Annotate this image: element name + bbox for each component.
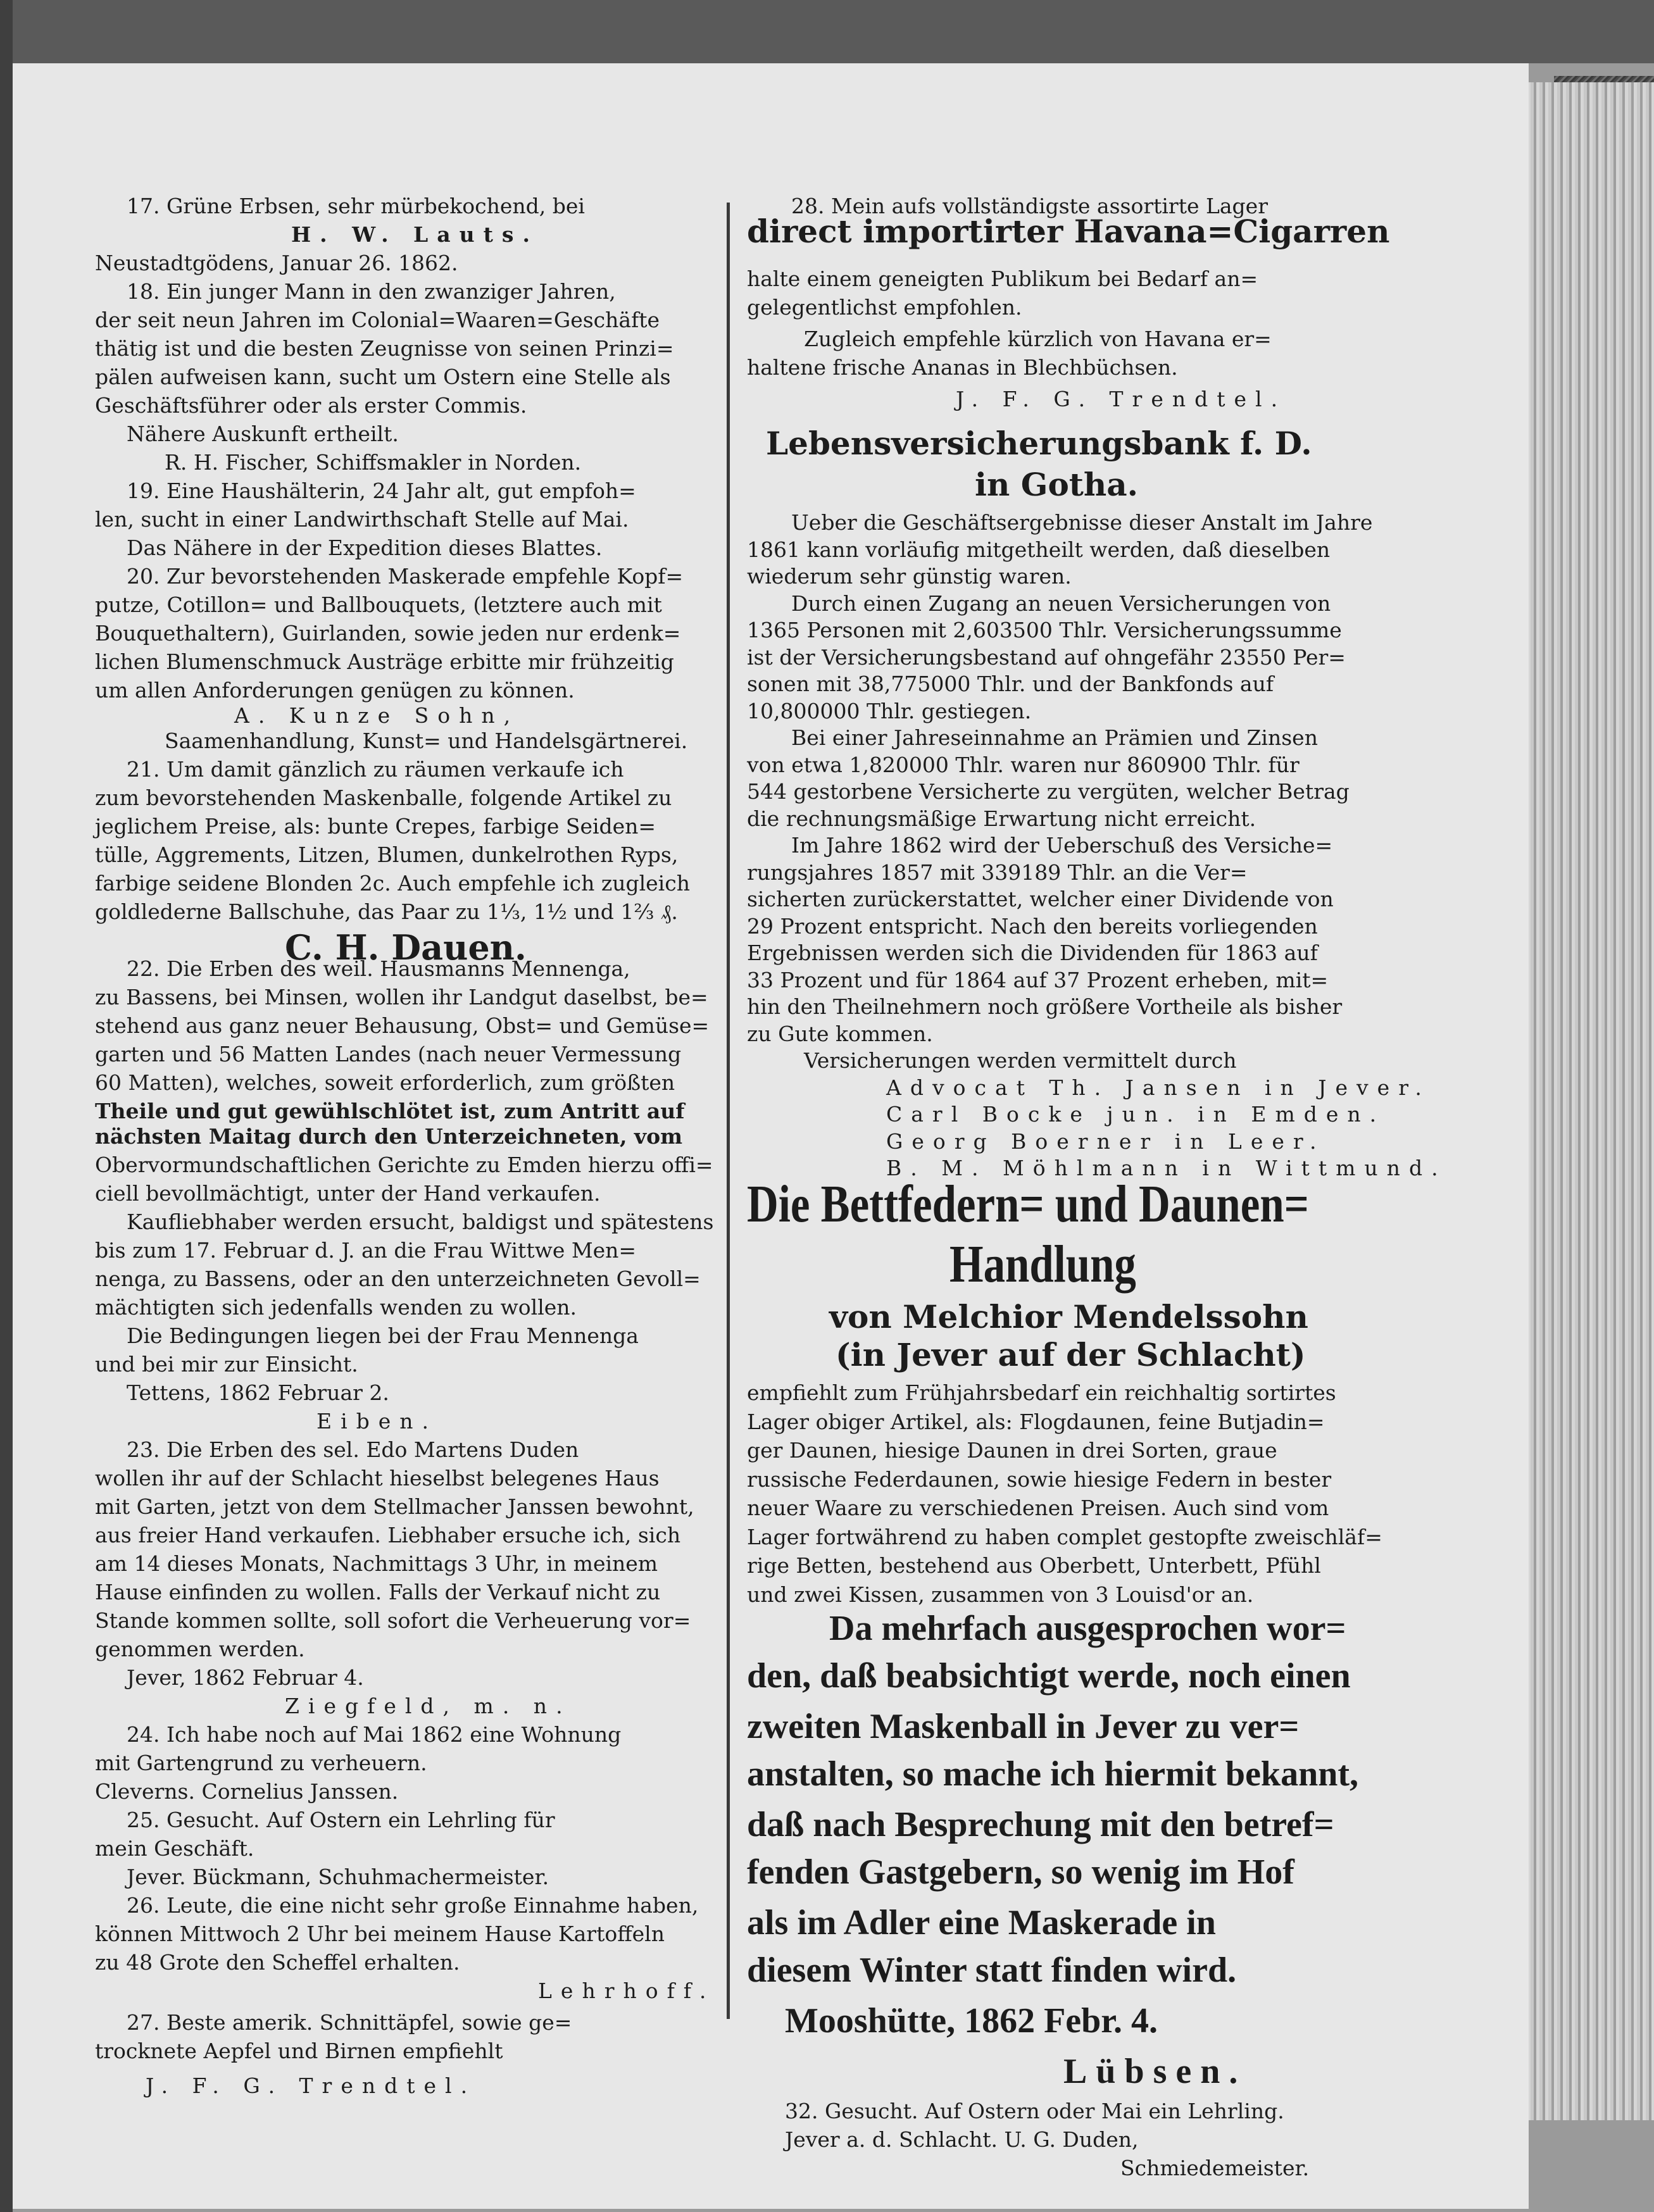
text-line: sonen mit 38,775000 Thlr. und der Bankfonds auf (747, 672, 1274, 696)
text-line: 1365 Personen mit 2,603500 Thlr. Versicherungssumme (747, 618, 1342, 642)
text-line: hin den Theilnehmern noch größere Vortheile als bisher (747, 994, 1343, 1019)
text-line: 18. Ein junger Mann in den zwanziger Jahren, (127, 279, 616, 304)
text-line: mächtigten sich jedenfalls wenden zu wollen. (95, 1295, 577, 1320)
text-line: russische Federdaunen, sowie hiesige Federn in bester (747, 1466, 1332, 1492)
text-line: können Mittwoch 2 Uhr bei meinem Hause Kartoffeln (95, 1921, 665, 1946)
text-line: bis zum 17. Februar d. J. an die Frau Wittwe Men= (95, 1238, 637, 1263)
scan-top-edge (0, 0, 1654, 63)
text-line: als im Adler eine Maskerade in (747, 1903, 1216, 1942)
text-line: putze, Cotillon= und Ballbouquets, (letztere auch mit (95, 592, 662, 617)
text-line: H. W. Lauts. (291, 222, 539, 247)
text-line: Kaufliebhaber werden ersucht, baldigst und spätestens (127, 1209, 714, 1234)
text-line: neuer Waare zu verschiedenen Preisen. Auch sind vom (747, 1496, 1329, 1520)
text-line: 23. Die Erben des sel. Edo Martens Duden (127, 1437, 579, 1462)
text-line: von etwa 1,820000 Thlr. waren nur 860900 Thlr. für (747, 752, 1300, 777)
text-line: Tettens, 1862 Februar 2. (127, 1380, 389, 1405)
text-line: Bouquethaltern), Guirlanden, sowie jeden nur erdenk= (95, 621, 681, 646)
text-line: und zwei Kissen, zusammen von 3 Louisd'or an. (747, 1582, 1254, 1607)
text-line: J. F. G. Trendtel. (956, 387, 1287, 411)
text-line: trocknete Aepfel und Birnen empfiehlt (95, 2039, 503, 2063)
text-line: 544 gestorbene Versicherte zu vergüten, welcher Betrag (747, 779, 1350, 804)
text-line: Jever. Bückmann, Schuhmachermeister. (127, 1865, 549, 1889)
text-line: jeglichem Preise, als: bunte Crepes, farbige Seiden= (95, 814, 656, 839)
text-line: 21. Um damit gänzlich zu räumen verkaufe ich (127, 757, 624, 782)
text-line: genommen werden. (95, 1637, 305, 1661)
text-line: 26. Leute, die eine nicht sehr große Einnahme haben, (127, 1893, 699, 1918)
text-line: sicherten zurückerstattet, welcher einer Dividende von (747, 887, 1334, 911)
text-line: Stande kommen sollte, soll sofort die Verheuerung vor= (95, 1608, 691, 1633)
text-line: direct importirter Havana=Cigarren (747, 213, 1390, 250)
text-line: Neustadtgödens, Januar 26. 1862. (95, 251, 458, 275)
text-line: zu Gute kommen. (747, 1021, 933, 1046)
text-line: Ueber die Geschäftsergebnisse dieser Anstalt im Jahre (791, 510, 1373, 535)
text-line: Da mehrfach ausgesprochen wor= (829, 1609, 1346, 1648)
text-line: 33 Prozent und für 1864 auf 37 Prozent erheben, mit= (747, 967, 1329, 992)
text-line: wiederum sehr günstig waren. (747, 564, 1072, 589)
text-line: mit Garten, jetzt von dem Stellmacher Janssen bewohnt, (95, 1494, 694, 1519)
text-line: A. Kunze Sohn, (234, 703, 520, 728)
text-line: Zugleich empfehle kürzlich von Havana er= (804, 327, 1272, 351)
text-line: rige Betten, bestehend aus Oberbett, Unterbett, Pfühl (747, 1553, 1321, 1578)
text-line: Ergebnissen werden sich die Dividenden für 1863 auf (747, 940, 1318, 965)
text-line: zu Bassens, bei Minsen, wollen ihr Landgut daselbst, be= (95, 985, 708, 1009)
text-line: 29 Prozent entspricht. Nach den bereits vorliegenden (747, 913, 1318, 939)
text-line: goldlederne Ballschuhe, das Paar zu 1⅓, 1½ und 1⅔ ₰. (95, 899, 678, 924)
text-line: die rechnungsmäßige Erwartung nicht erreicht. (747, 806, 1256, 831)
text-line: gelegentlichst empfohlen. (747, 295, 1022, 320)
text-line: mit Gartengrund zu verheuern. (95, 1751, 427, 1775)
text-line: 32. Gesucht. Auf Ostern oder Mai ein Lehrling. (785, 2099, 1284, 2123)
text-line: Lager fortwährend zu haben complet gestopfte zweischläf= (747, 1524, 1382, 1549)
text-line: 60 Matten), welches, soweit erforderlich, zum größten (95, 1070, 675, 1095)
text-line: Cleverns. Cornelius Janssen. (95, 1779, 399, 1804)
text-line: Nähere Auskunft ertheilt. (127, 422, 399, 446)
text-line: Die Bettfedern= und Daunen= (747, 1175, 1309, 1234)
text-line: Obervormundschaftlichen Gerichte zu Emden hierzu offi= (95, 1153, 713, 1177)
text-line: von Melchior Mendelssohn (829, 1298, 1308, 1335)
text-line: Lehrhoff. (538, 1978, 715, 2003)
text-line: mein Geschäft. (95, 1836, 254, 1861)
text-line: 24. Ich habe noch auf Mai 1862 eine Wohnung (127, 1722, 622, 1747)
text-line: haltene frische Ananas in Blechbüchsen. (747, 355, 1178, 380)
text-line: zweiten Maskenball in Jever zu ver= (747, 1707, 1300, 1746)
text-line: ist der Versicherungsbestand auf ohngefähr 23550 Per= (747, 644, 1346, 670)
text-line: Advocat Th. Jansen in Jever. (886, 1075, 1431, 1100)
text-line: Bei einer Jahreseinnahme an Prämien und Zinsen (791, 725, 1318, 750)
text-line: 28. Mein aufs vollständigste assortirte Lager (791, 194, 1268, 218)
text-line: am 14 dieses Monats, Nachmittags 3 Uhr, in meinem (95, 1551, 658, 1576)
text-line: 25. Gesucht. Auf Ostern ein Lehrling für (127, 1808, 555, 1832)
text-line: Geschäftsführer oder als erster Commis. (95, 393, 527, 418)
text-line: Das Nähere in der Expedition dieses Blattes. (127, 535, 603, 560)
text-line: Im Jahre 1862 wird der Ueberschuß des Versiche= (791, 833, 1333, 858)
text-line: Saamenhandlung, Kunst= und Handelsgärtnerei. (165, 728, 688, 753)
text-line: 22. Die Erben des weil. Hausmanns Mennenga, (127, 956, 630, 981)
text-line: den, daß beabsichtigt werde, noch einen (747, 1656, 1351, 1696)
column-divider (727, 203, 730, 2019)
text-line: Carl Bocke jun. in Emden. (886, 1102, 1386, 1127)
text-line: diesem Winter statt finden wird. (747, 1951, 1237, 1990)
text-line: halte einem geneigten Publikum bei Bedarf an= (747, 266, 1258, 291)
text-line: nächsten Maitag durch den Unterzeichneten, vom (95, 1124, 683, 1149)
text-line: Die Bedingungen liegen bei der Frau Mennenga (127, 1323, 639, 1348)
text-line: zum bevorstehenden Maskenballe, folgende Artikel zu (95, 785, 672, 810)
text-line: 19. Eine Haushälterin, 24 Jahr alt, gut empfoh= (127, 478, 636, 503)
text-line: anstalten, so mache ich hiermit bekannt, (747, 1754, 1358, 1794)
text-line: 17. Grüne Erbsen, sehr mürbekochend, bei (127, 194, 585, 218)
text-line: 10,800000 Thlr. gestiegen. (747, 698, 1032, 723)
text-line: (in Jever auf der Schlacht) (836, 1336, 1306, 1373)
text-line: farbige seidene Blonden 2c. Auch empfehle ich zugleich (95, 871, 690, 896)
text-line: zu 48 Grote den Scheffel erhalten. (95, 1950, 460, 1975)
text-line: stehend aus ganz neuer Behausung, Obst= und Gemüse= (95, 1013, 710, 1038)
text-line: Eiben. (316, 1409, 438, 1434)
text-line: tülle, Aggrements, Litzen, Blumen, dunkelrothen Ryps, (95, 842, 679, 867)
text-line: und bei mir zur Einsicht. (95, 1352, 358, 1377)
text-line: Hause einfinden zu wollen. Falls der Verkauf nicht zu (95, 1580, 661, 1604)
text-line: rungsjahres 1857 mit 339189 Thlr. an die Ver= (747, 859, 1248, 885)
text-line: 20. Zur bevorstehenden Maskerade empfehle Kopf= (127, 564, 684, 589)
text-line: Jever a. d. Schlacht. U. G. Duden, (785, 2127, 1139, 2152)
text-line: Lebensversicherungsbank f. D. (766, 425, 1312, 462)
text-line: B. M. Möhlmann in Wittmund. (886, 1156, 1447, 1180)
text-line: len, sucht in einer Landwirthschaft Stelle auf Mai. (95, 507, 629, 532)
text-line: garten und 56 Matten Landes (nach neuer Vermessung (95, 1042, 682, 1066)
text-line: um allen Anforderungen genügen zu können. (95, 678, 575, 703)
text-line: Schmiedemeister. (1120, 2156, 1310, 2180)
text-line: Lübsen. (1063, 2052, 1247, 2091)
text-line: Versicherungen werden vermittelt durch (804, 1048, 1237, 1073)
text-line: C. H. Dauen. (285, 927, 527, 968)
text-line: lichen Blumenschmuck Austräge erbitte mir frühzeitig (95, 649, 674, 674)
text-line: R. H. Fischer, Schiffsmakler in Norden. (165, 450, 582, 475)
text-line: nenga, zu Bassens, oder an den unterzeichneten Gevoll= (95, 1266, 701, 1291)
text-line: thätig ist und die besten Zeugnisse von seinen Prinzi= (95, 336, 674, 361)
text-line: fenden Gastgebern, so wenig im Hof (747, 1853, 1294, 1892)
text-line: Georg Boerner in Leer. (886, 1128, 1325, 1154)
text-line: J. F. G. Trendtel. (146, 2073, 477, 2098)
text-line: Lager obiger Artikel, als: Flogdaunen, feine Butjadin= (747, 1409, 1325, 1434)
text-line: daß nach Besprechung mit den betref= (747, 1805, 1334, 1844)
text-line: Durch einen Zugang an neuen Versicherungen von (791, 590, 1331, 616)
text-line: Mooshütte, 1862 Febr. 4. (785, 2001, 1158, 2040)
text-line: der seit neun Jahren im Colonial=Waaren=Geschäfte (95, 308, 660, 332)
text-line: in Gotha. (975, 466, 1139, 503)
text-line: ciell bevollmächtigt, unter der Hand verkaufen. (95, 1181, 601, 1206)
text-line: ger Daunen, hiesige Daunen in drei Sorten, graue (747, 1438, 1277, 1463)
text-line: wollen ihr auf der Schlacht hieselbst belegenes Haus (95, 1466, 660, 1490)
book-page-edges (1513, 82, 1654, 2120)
text-line: 1861 kann vorläufig mitgetheilt werden, daß dieselben (747, 537, 1331, 562)
text-line: empfiehlt zum Frühjahrsbedarf ein reichhaltig sortirtes (747, 1380, 1336, 1405)
text-line: Theile und gut gewühlschlötet ist, zum Antritt auf (95, 1099, 685, 1123)
text-line: Handlung (949, 1235, 1136, 1294)
text-line: Jever, 1862 Februar 4. (127, 1665, 364, 1690)
scan-left-edge (0, 0, 13, 2212)
text-line: Ziegfeld, m. n. (285, 1694, 572, 1718)
text-line: aus freier Hand verkaufen. Liebhaber ersuche ich, sich (95, 1523, 681, 1547)
text-line: 27. Beste amerik. Schnittäpfel, sowie ge= (127, 2010, 572, 2035)
text-line: pälen aufweisen kann, sucht um Ostern eine Stelle als (95, 365, 671, 389)
